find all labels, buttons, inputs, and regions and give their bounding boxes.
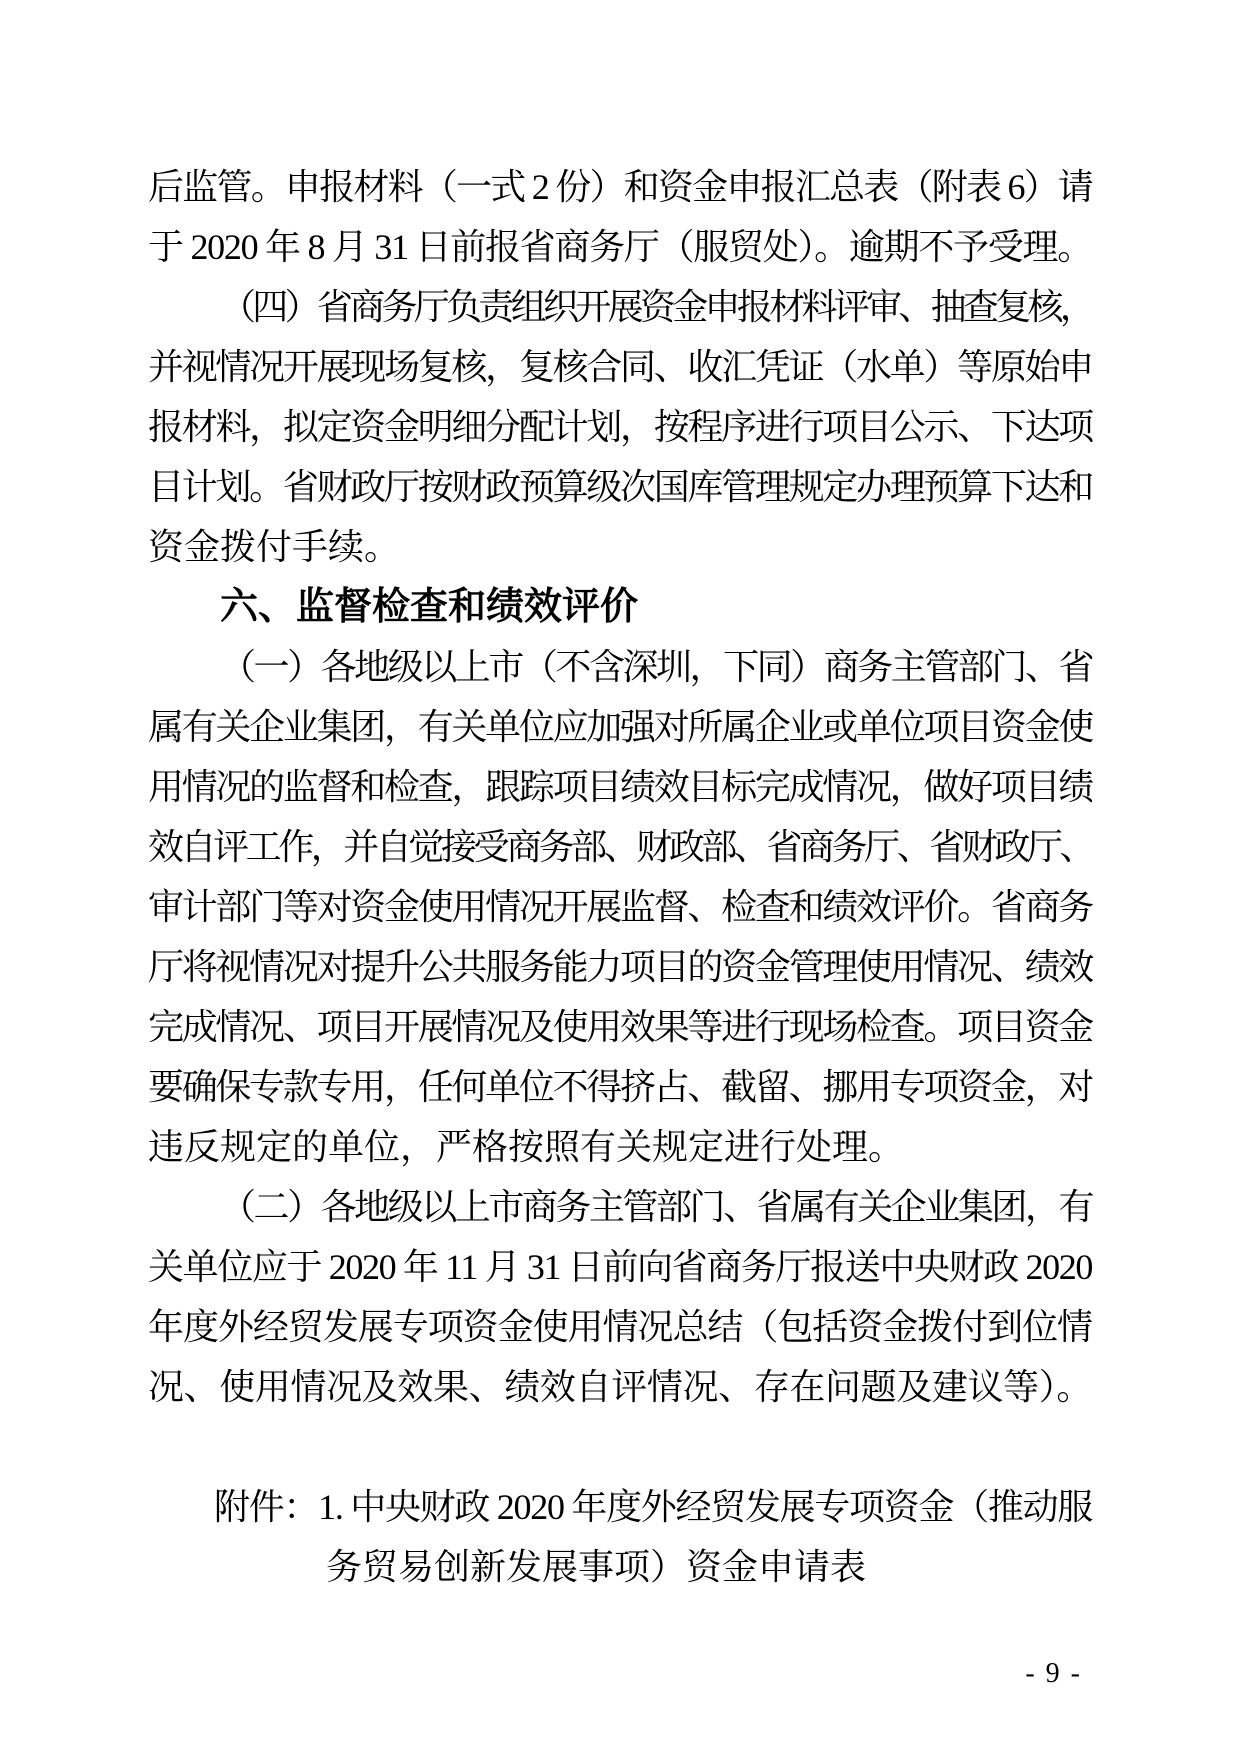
document-body [148, 157, 1092, 1597]
text-line: （四）省商务厅负责组织开展资金申报材料评审、抽查复核， [220, 287, 1093, 327]
text-line: 违反规定的单位，严格按照有关规定进行处理。 [148, 1127, 905, 1167]
text-line: 完成情况、项目开展情况及使用效果等进行现场检查。项目资金 [148, 1007, 1092, 1047]
text-line: 审计部门等对资金使用情况开展监督、检查和绩效评价。省商务 [148, 887, 1092, 927]
text-line: 并视情况开展现场复核，复核合同、收汇凭证（水单）等原始申 [148, 347, 1092, 387]
text-line: 目计划。省财政厅按财政预算级次国库管理规定办理预算下达和 [148, 467, 1092, 507]
text-line: 资金拨付手续。 [148, 527, 401, 567]
text-line: 关单位应于 2020 年 11 月 31 日前向省商务厅报送中央财政 2020 [148, 1247, 1092, 1287]
text-line: 后监管。申报材料（一式 2 份）和资金申报汇总表（附表 6）请 [148, 167, 1093, 207]
page-number: - 9 - [1025, 1658, 1082, 1689]
text-line: （二）各地级以上市商务主管部门、省属有关企业集团，有 [220, 1187, 1093, 1227]
text-line: 要确保专款专用，任何单位不得挤占、截留、挪用专项资金，对 [148, 1067, 1092, 1107]
text-line: 况、使用情况及效果、绩效自评情况、存在问题及建议等）。 [148, 1367, 1093, 1407]
attachment-line: 务贸易创新发展事项）资金申请表 [326, 1547, 867, 1587]
text-line: 厅将视情况对提升公共服务能力项目的资金管理使用情况、绩效 [148, 947, 1092, 987]
section-heading: 六、监督检查和绩效评价 [220, 586, 639, 628]
text-line: 报材料，拟定资金明细分配计划，按程序进行项目公示、下达项 [148, 407, 1092, 447]
text-line: 属有关企业集团，有关单位应加强对所属企业或单位项目资金使 [148, 707, 1092, 747]
attachment-line: 附件：1. 中央财政 2020 年度外经贸发展专项资金（推动服 [214, 1487, 1093, 1527]
text-line: 年度外经贸发展专项资金使用情况总结（包括资金拨付到位情 [148, 1307, 1092, 1347]
text-line: （一）各地级以上市（不含深圳，下同）商务主管部门、省 [220, 647, 1093, 687]
text-line: 效自评工作，并自觉接受商务部、财政部、省商务厅、省财政厅、 [148, 827, 1092, 867]
text-line: 用情况的监督和检查，跟踪项目绩效目标完成情况，做好项目绩 [148, 767, 1092, 807]
text-line: 于 2020 年 8 月 31 日前报省商务厅（服贸处）。逾期不予受理。 [148, 227, 1092, 267]
